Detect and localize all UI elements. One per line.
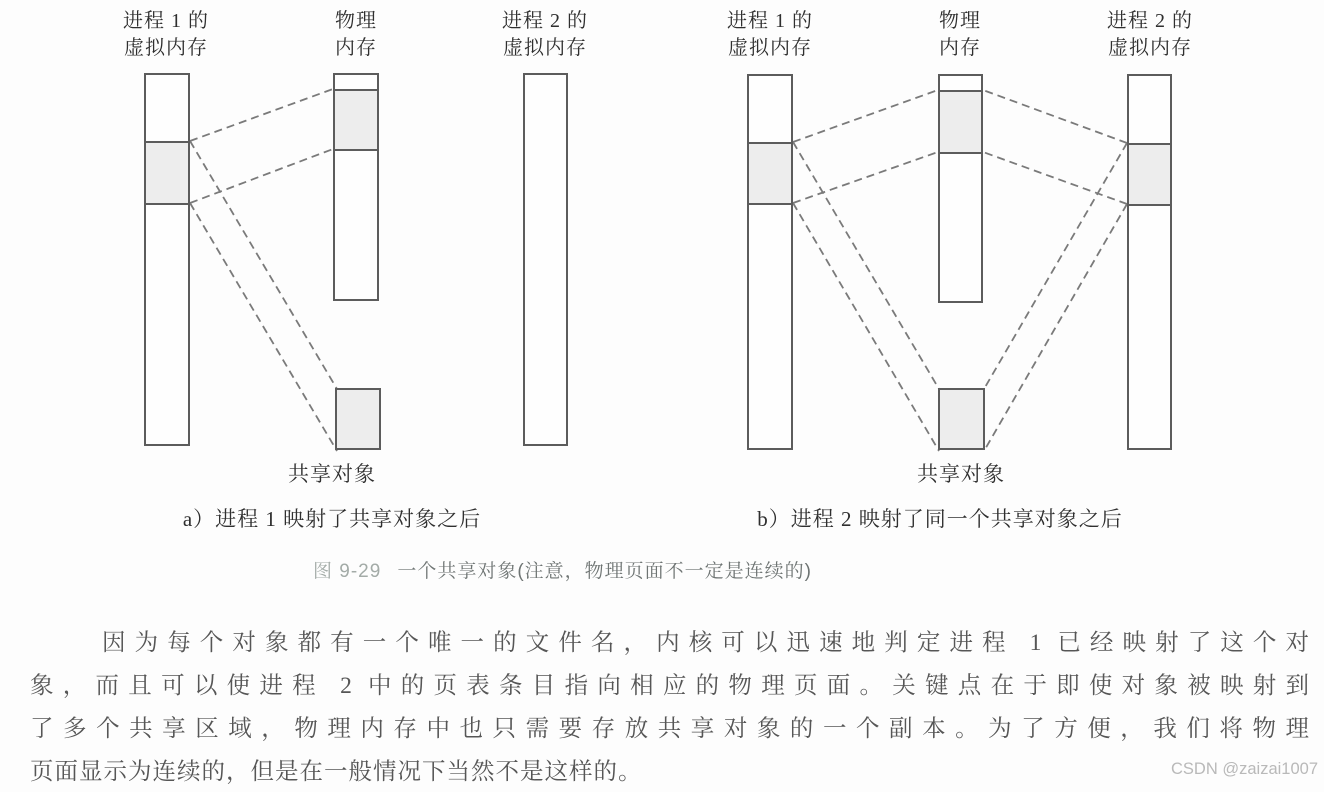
map-line-a-vm1-obj-bottom [190,203,337,451]
map-line-b-vm1-obj-top [793,142,939,389]
panel-caption-a: a）进程 1 映射了共享对象之后 [182,507,482,531]
map-line-b-vm2-obj-top [984,143,1127,389]
column-title-line: 进程 1 的 [727,10,813,32]
mapped-region-b-process1 [747,142,793,205]
column-title-b-process2-vm [1075,8,1225,62]
column-title-b-physical [885,8,1035,62]
figure-caption-text: 一个共享对象(注意，物理页面不一定是连续的) [397,561,812,582]
column-title-line: 进程 1 的 [123,10,209,32]
figure-number: 图 9-29 [313,561,382,582]
mapped-region-b-process2 [1127,143,1172,206]
mapped-region-a-process1 [144,141,190,205]
column-title-line: 虚拟内存 [503,37,587,59]
column-title-line: 虚拟内存 [728,37,812,59]
shared-object-box-b [938,388,985,450]
body-line-3: 了多个共享区域，物理内存中也只需要存放共享对象的一个副本。为了方便，我们将物理 [30,716,1310,742]
map-line-b-vm2-phys-top [983,90,1127,143]
column-title-a-process2-vm [470,8,620,62]
column-title-line: 内存 [939,37,981,59]
column-title-line: 进程 2 的 [502,10,588,32]
process2-vm-column-b [1127,74,1172,450]
map-line-b-vm1-phys-top [793,90,938,142]
column-title-line: 虚拟内存 [124,37,208,59]
body-line-4: 页面显示为连续的，但是在一般情况下当然不是这样的。 [30,759,643,785]
panel-caption-b: b）进程 2 映射了同一个共享对象之后 [757,507,1123,531]
watermark-text: CSDN @zaizai1007 [1171,760,1318,778]
map-line-a-vm1-obj-top [190,141,337,389]
column-title-line: 物理 [335,10,377,32]
mapped-pages-b-physical [938,90,983,154]
column-title-line: 进程 2 的 [1107,10,1193,32]
column-title-line: 内存 [335,37,377,59]
map-line-b-vm2-phys-bottom [983,152,1127,204]
column-title-b-process1-vm [695,8,845,62]
figure-caption [313,556,812,583]
shared-object-box-a [335,388,381,450]
map-line-b-vm1-obj-bottom [793,203,939,451]
process2-vm-column-a [523,73,568,446]
physical-memory-column-a [333,73,379,301]
process1-vm-column-b [747,74,793,450]
map-line-b-vm2-obj-bottom [984,204,1127,451]
column-title-line: 虚拟内存 [1108,37,1192,59]
shared-object-label-a: 共享对象 [288,462,376,486]
body-line-2: 象，而且可以使进程 2 中的页表条目指向相应的物理页面。关键点在于即使对象被映射到 [30,673,1310,699]
body-line-1: 因为每个对象都有一个唯一的文件名，内核可以迅速地判定进程 1 已经映射了这个对 [102,630,1310,656]
map-line-a-vm1-phys-top [190,89,333,141]
column-title-a-physical [281,8,431,62]
column-title-a-process1-vm [91,8,241,62]
mapped-pages-a-physical [333,89,379,151]
physical-memory-column-b [938,74,983,303]
column-title-line: 物理 [939,10,981,32]
shared-object-label-b: 共享对象 [917,462,1005,486]
process1-vm-column-a [144,73,190,446]
